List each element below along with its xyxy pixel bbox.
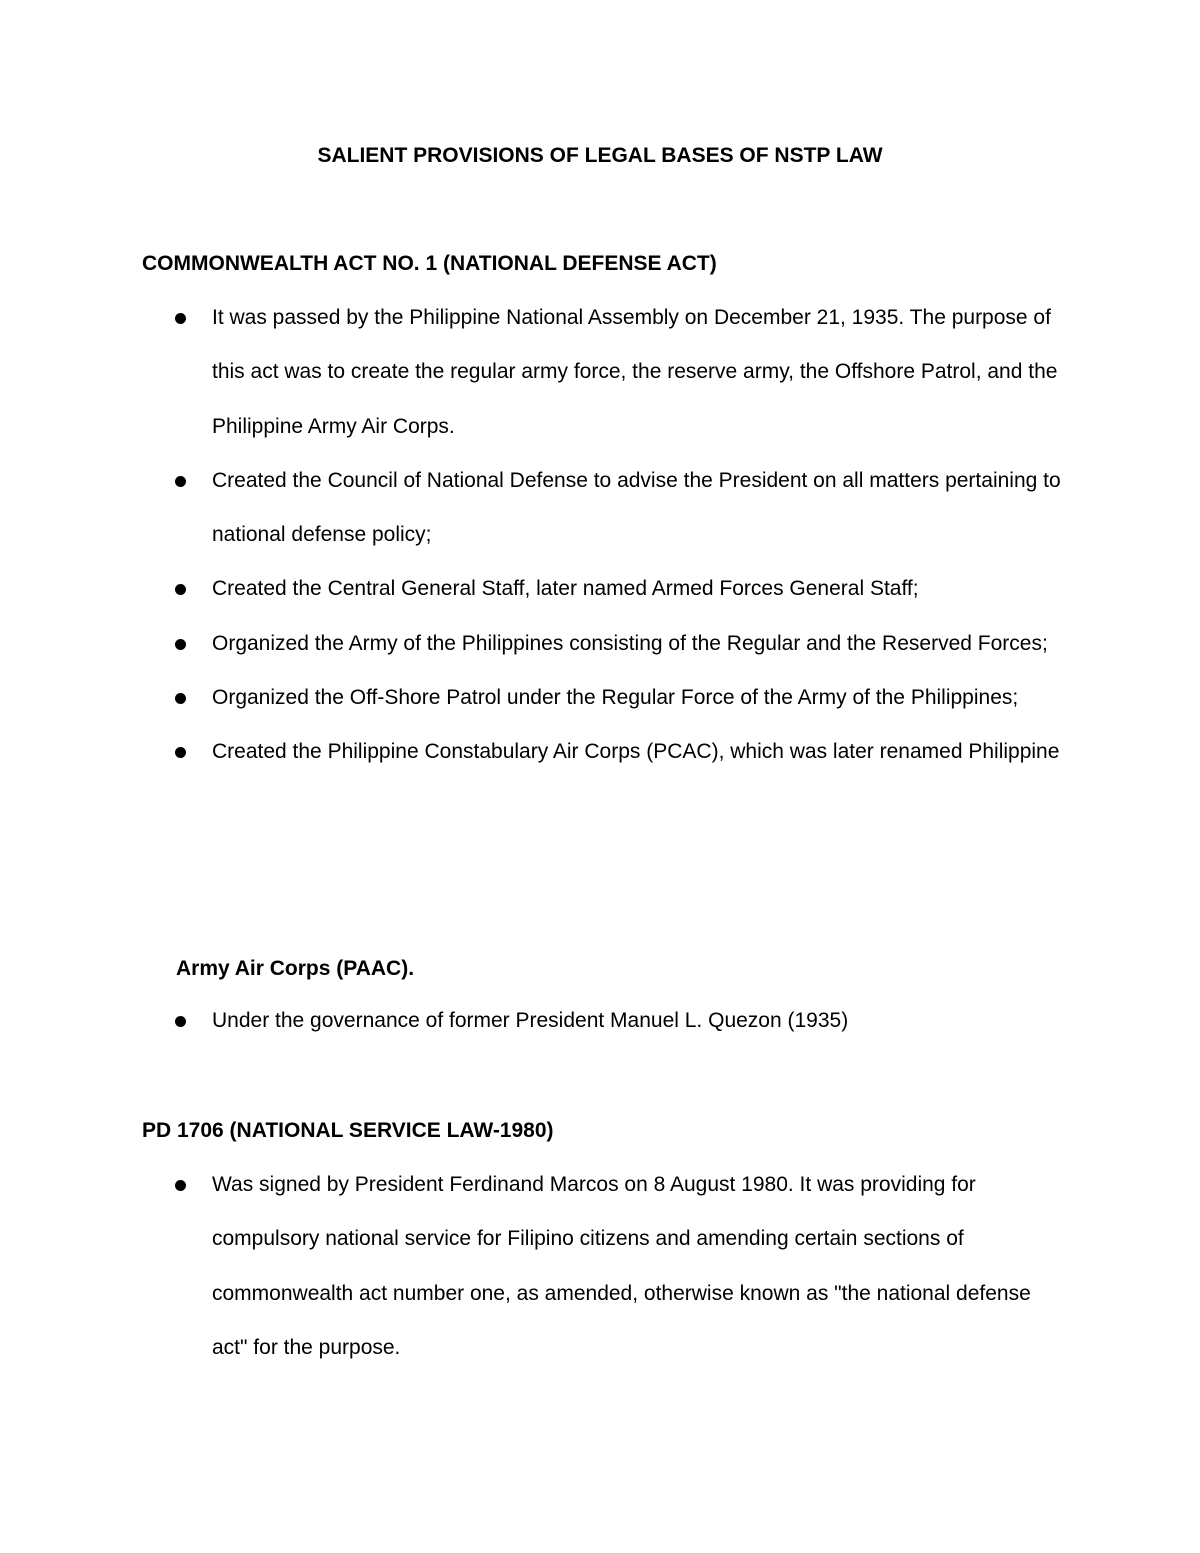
list-item-text: Organized the Army of the Philippines consisting of the Regular and the Reserved Forces;	[212, 631, 1048, 655]
document-title: SALIENT PROVISIONS OF LEGAL BASES OF NSTP LAW	[317, 144, 883, 167]
list-item	[0, 291, 1062, 454]
list-item-text: Created the Central General Staff, later named Armed Forces General Staff;	[212, 577, 919, 601]
subheading-army-air-corps: Army Air Corps (PAAC).	[176, 957, 415, 980]
pd-1706-bullet-list	[0, 1158, 1200, 1375]
bullet-icon	[175, 747, 186, 758]
list-item	[0, 617, 1062, 671]
bullet-icon	[175, 476, 186, 487]
list-item	[0, 671, 1062, 725]
list-item-text: Under the governance of former President Manuel L. Quezon (1935)	[212, 1009, 849, 1032]
section-heading-pd-1706: PD 1706 (NATIONAL SERVICE LAW-1980)	[142, 1119, 554, 1142]
commonwealth-act-bullet-list	[0, 291, 1200, 780]
section-heading-commonwealth-act: COMMONWEALTH ACT NO. 1 (NATIONAL DEFENSE ACT)	[142, 252, 717, 275]
list-item	[0, 994, 1062, 1048]
list-item-text: It was passed by the Philippine National Assembly on December 21, 1935. The purpose of this act was to create the regular army force, the reserve army, the Offshore Patrol, and the Philippine Army Air Corps.	[212, 306, 1058, 438]
list-item	[0, 1158, 1062, 1375]
bullet-icon	[175, 313, 186, 324]
bullet-icon	[175, 1016, 186, 1027]
list-item	[0, 562, 1062, 616]
list-item-text: Created the Council of National Defense to advise the President on all matters pertaining to national defense policy;	[212, 468, 1061, 547]
list-item-text: Was signed by President Ferdinand Marcos on 8 August 1980. It was providing for compulsory national service for Filipino citizens and amending certain sections of commonwealth act number one, as amended, otherwise known as "the national defense act" for the purpose.	[212, 1173, 1031, 1359]
bullet-icon	[175, 639, 186, 650]
list-item-text: Organized the Off-Shore Patrol under the Regular Force of the Army of the Philippines;	[212, 686, 1019, 710]
bullet-icon	[175, 693, 186, 704]
list-item	[0, 725, 1062, 779]
list-item-text: Created the Philippine Constabulary Air Corps (PCAC), which was later renamed Philippine	[212, 740, 1060, 764]
list-item	[0, 454, 1062, 563]
army-air-corps-bullet-list	[0, 994, 1200, 1048]
bullet-icon	[175, 584, 186, 595]
bullet-icon	[175, 1180, 186, 1191]
